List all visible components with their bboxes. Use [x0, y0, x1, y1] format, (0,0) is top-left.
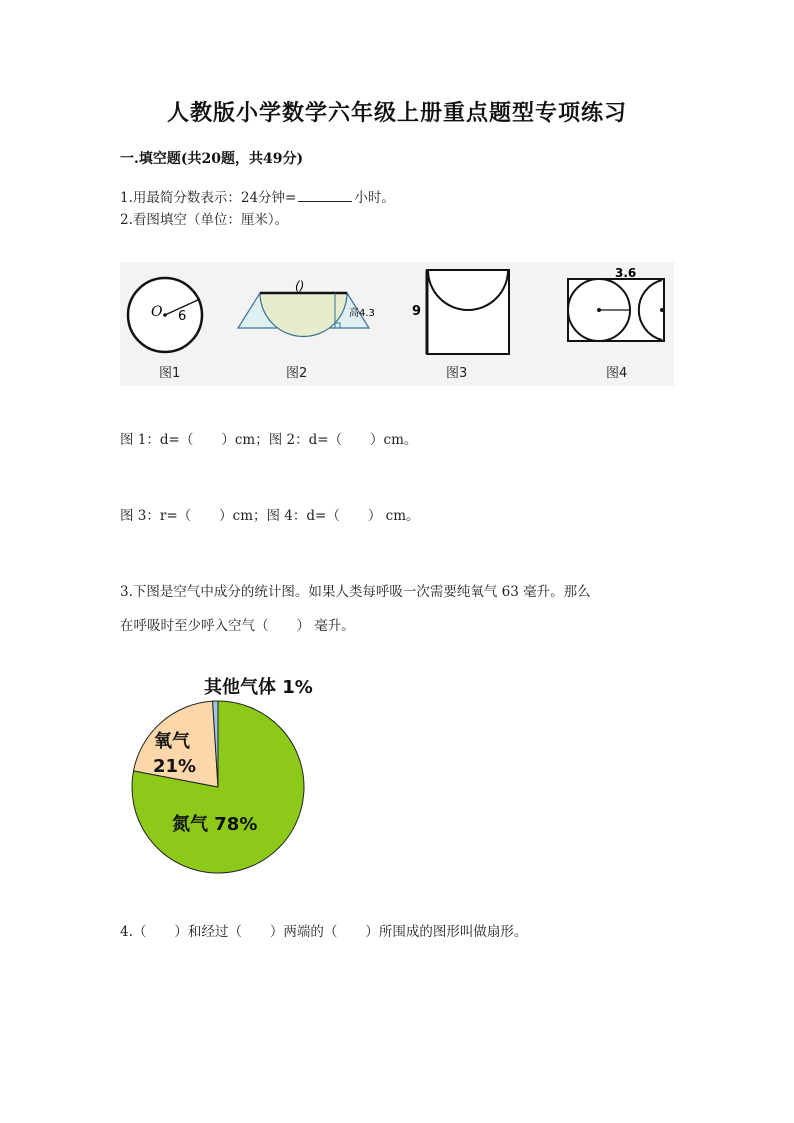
- pie-label-oxygen-name: 氧气: [154, 731, 190, 752]
- figure-2-caption: 图2: [286, 366, 308, 381]
- figure-1-center-label: O: [151, 304, 163, 320]
- question-4-text: ）和经过（: [174, 924, 242, 940]
- question-2-text: 2.看图填空（单位：厘米）。: [120, 212, 289, 228]
- pie-label-nitrogen: 氮气 78%: [172, 814, 258, 835]
- question-1-suffix: 小时。: [354, 190, 395, 206]
- answer-text: ）cm；图 2：d=（: [221, 432, 343, 448]
- figure-2-top-label: (): [295, 279, 305, 293]
- question-1: [120, 186, 395, 206]
- figure-answer-line-1: [120, 428, 417, 448]
- question-3-line-1: 3.下图是空气中成分的统计图。如果人类每呼吸一次需要纯氧气 63 毫升。那么: [120, 584, 591, 600]
- section-heading: 一.填空题(共20题，共49分): [120, 151, 304, 167]
- question-3-text: ） 毫升。: [296, 618, 355, 634]
- answer-text: ）cm。: [370, 432, 418, 448]
- air-composition-pie-chart: [120, 668, 360, 878]
- question-3-line-2: [120, 614, 355, 634]
- answer-text: 图 3：r=（: [120, 508, 192, 524]
- answer-blank: [298, 189, 352, 202]
- answer-text: 图 1：d=（: [120, 432, 194, 448]
- figure-panel: [120, 262, 674, 386]
- answer-text: ）cm；图 4：d=（: [219, 508, 340, 524]
- figure-2-trapezoid: [238, 279, 375, 337]
- figure-4-rectangle: [568, 266, 664, 341]
- answer-text: ） cm。: [367, 508, 420, 524]
- question-4: [120, 920, 527, 940]
- question-1-text: 1.用最简分数表示：24分钟=: [120, 190, 297, 206]
- figure-3-caption: 图3: [446, 366, 468, 381]
- figure-answer-line-2: [120, 504, 420, 524]
- figure-4-caption: 图4: [606, 366, 628, 381]
- figure-1-circle: [128, 278, 202, 352]
- geometry-figures: [120, 262, 674, 386]
- figure-3-square: [412, 270, 509, 354]
- figure-1-radius-label: 6: [178, 309, 187, 324]
- figure-3-side-label: 9: [412, 304, 422, 319]
- question-3-text: 在呼吸时至少呼入空气（: [120, 618, 269, 634]
- figure-2-height-label: 高4.3: [349, 308, 375, 319]
- page-title: 人教版小学数学六年级上册重点题型专项练习: [166, 100, 627, 126]
- question-4-text: ）所围成的图形叫做扇形。: [365, 924, 528, 940]
- question-4-text: ）两端的（: [269, 924, 338, 940]
- pie-label-oxygen-value: 21%: [153, 756, 197, 777]
- question-4-text: 4.（: [120, 924, 147, 940]
- figure-4-top-label: 3.6: [615, 266, 637, 280]
- pie-label-other: 其他气体 1%: [204, 677, 313, 698]
- figure-1-caption: 图1: [159, 366, 181, 381]
